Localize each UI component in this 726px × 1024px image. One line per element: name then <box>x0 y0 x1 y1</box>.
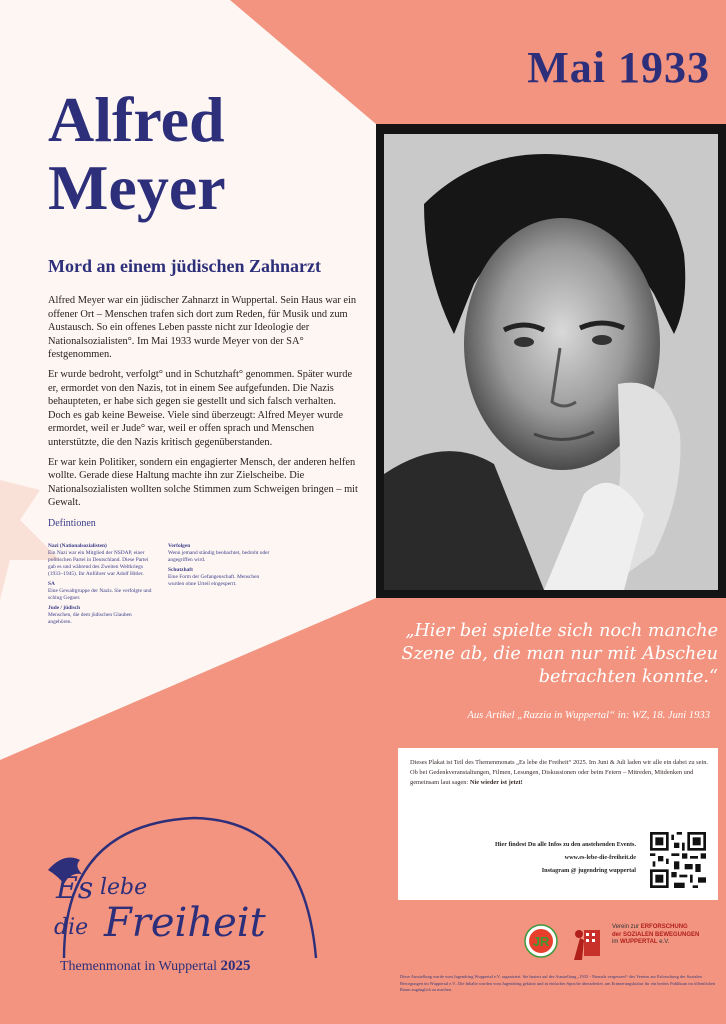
verein-name-line: WUPPERTAL <box>620 939 658 946</box>
tagline <box>60 958 320 975</box>
website-link[interactable]: www.es-lebe-die-freiheit.de <box>564 854 636 861</box>
verein-name <box>612 924 722 947</box>
definition-term: SA <box>48 581 55 587</box>
body-paragraph: Er war kein Politiker, sondern ein engagierter Mensch, der anderen helfen wollte. Gerade diese Haltung machte ihn zur Zielscheibe. Die Nationalsozialisten wollten solche Stimmen zum Schweigen bringen – mit Gewalt. <box>48 456 358 509</box>
body-paragraph: Er wurde bedroht, verfolgt° und in Schutzhaft° genommen. Später wurde er, ermordet von den Nazis, tot in einem See aufgefunden. Die Nazis behaupteten, er habe sich gegen sie gestellt und sich falsch verhalten. Doch es gab keine Beweise. Viele sind überzeugt: Alfred Meyer wurde ermordet, weil er Jude° war, weil er offen sprach und Menschen unterstützte, die den Nazis kritisch gegenüberstanden. <box>48 368 353 448</box>
definition-term: Verfolgen <box>168 543 191 549</box>
logo-text-lebe: lebe <box>100 875 148 900</box>
definition-desc: Eine Gewaltgruppe der Nazis. Sie verfolgte und schlug Gegner. <box>48 588 152 601</box>
info-links <box>486 840 636 875</box>
links-intro: Hier findest Du alle Infos zu den anstehenden Events. <box>494 841 636 848</box>
definitions-title: Defintionen <box>48 518 96 529</box>
date-title: Mai 1933 <box>527 43 710 92</box>
info-slogan: Nie wieder ist jetzt! <box>469 779 523 786</box>
jr-logo-text: JR <box>532 934 550 949</box>
info-text <box>410 758 708 788</box>
definition-term: Schutzhaft <box>168 567 193 573</box>
footer-note: Diese Ausstellung wurde vom Jugendring Wuppertal e.V. organisiert. Sie basiert auf der Ausstellung „1933 - Niemals vergessen!“ des Vereins zur Erforschung der Sozialen Bewegungen im Wuppertal e.V.. Die Inhalte wurden vom Jugendring gekürzt und in einfacher Sprache überarbeitet, um Erinnerungskultur für ein breites Publikum im öffentlichen Raum zugänglich zu machen. <box>400 974 716 993</box>
portrait-photo <box>384 134 718 590</box>
portrait-frame <box>376 124 726 598</box>
quote-source: Aus Artikel „Razzia in Wuppertal“ in: WZ, 18. Juni 1933 <box>467 710 710 721</box>
verein-name-line: ERFORSCHUNG <box>640 924 688 930</box>
definition-term: Nazi (Nationalsozialisten) <box>48 543 107 549</box>
page-title: Alfred Meyer <box>48 84 226 223</box>
definition-desc: Wenn jemand ständig beobachtet, bedroht oder angegriffen wird. <box>168 550 270 563</box>
verein-name-line: der SOZIALEN BEWEGUNGEN <box>612 931 700 938</box>
verein-logo-icon[interactable] <box>570 924 606 962</box>
partner-logos <box>520 900 720 968</box>
logo-text-freiheit: Freiheit <box>104 900 266 946</box>
page-subtitle: Mord an einem jüdischen Zahnarzt <box>48 256 322 276</box>
definition-desc: Eine Form der Gefangenschaft. Menschen wurden ohne Urteil eingesperrt. <box>168 574 260 587</box>
quote-text: „Hier bei spielte sich noch manche Szene ab, die man nur mit Abscheu betrachten konnte.“ <box>401 621 718 687</box>
definition-term: Jude / jüdisch <box>48 605 81 611</box>
logo-text-die: die <box>54 915 89 940</box>
body-paragraph: Alfred Meyer war ein jüdischer Zahnarzt in Wuppertal. Sein Haus war ein offener Ort – Menschen trafen sich dort zum Reden, für Musik und zum Austausch. So ein offenes Leben passte nicht zur Ideologie der Nationalsozialisten°. Im Mai 1933 wurde Meyer von der SA° festgenommen. <box>48 295 357 361</box>
definitions-right <box>168 540 273 589</box>
logo-text-es: Es <box>56 871 94 906</box>
tagline-year: 2025 <box>220 958 251 974</box>
qr-code-icon[interactable] <box>650 832 706 888</box>
verein-name-line: Verein zur <box>612 924 640 930</box>
portrait-illustration <box>384 134 718 590</box>
instagram-link[interactable]: Instagram @ jugendring wuppertal <box>541 867 636 874</box>
body-text <box>48 294 358 516</box>
definition-desc: Ein Nazi war ein Mitglied der NSDAP, einer politischen Partei in Deutschland. Diese Partei gab es und während des Zweiten Weltkriegs (1933–1945). Ihr Anführer war Adolf Hitler. <box>48 550 149 577</box>
definitions-left <box>48 540 153 627</box>
info-paragraph: Dieses Plakat ist Teil des Themenmonats „Es lebe die Freiheit“ 2025. Im Juni & Juli laden wir alle ein dabei zu sein. Ob bei Gedenkveranstaltungen, Filmen, Lesungen, Diskussionen oder beim Feiern – Mitreden, Mitdenken und gemeinsam laut sagen: <box>410 759 709 786</box>
info-box <box>398 748 718 900</box>
tagline-text: Themenmonat in Wuppertal <box>60 959 218 974</box>
definition-desc: Menschen, die dem jüdischen Glauben angehören. <box>48 612 132 625</box>
jugendring-logo-icon[interactable] <box>524 924 558 958</box>
verein-name-line: e.V. <box>659 939 670 946</box>
verein-name-line: im <box>612 939 619 946</box>
